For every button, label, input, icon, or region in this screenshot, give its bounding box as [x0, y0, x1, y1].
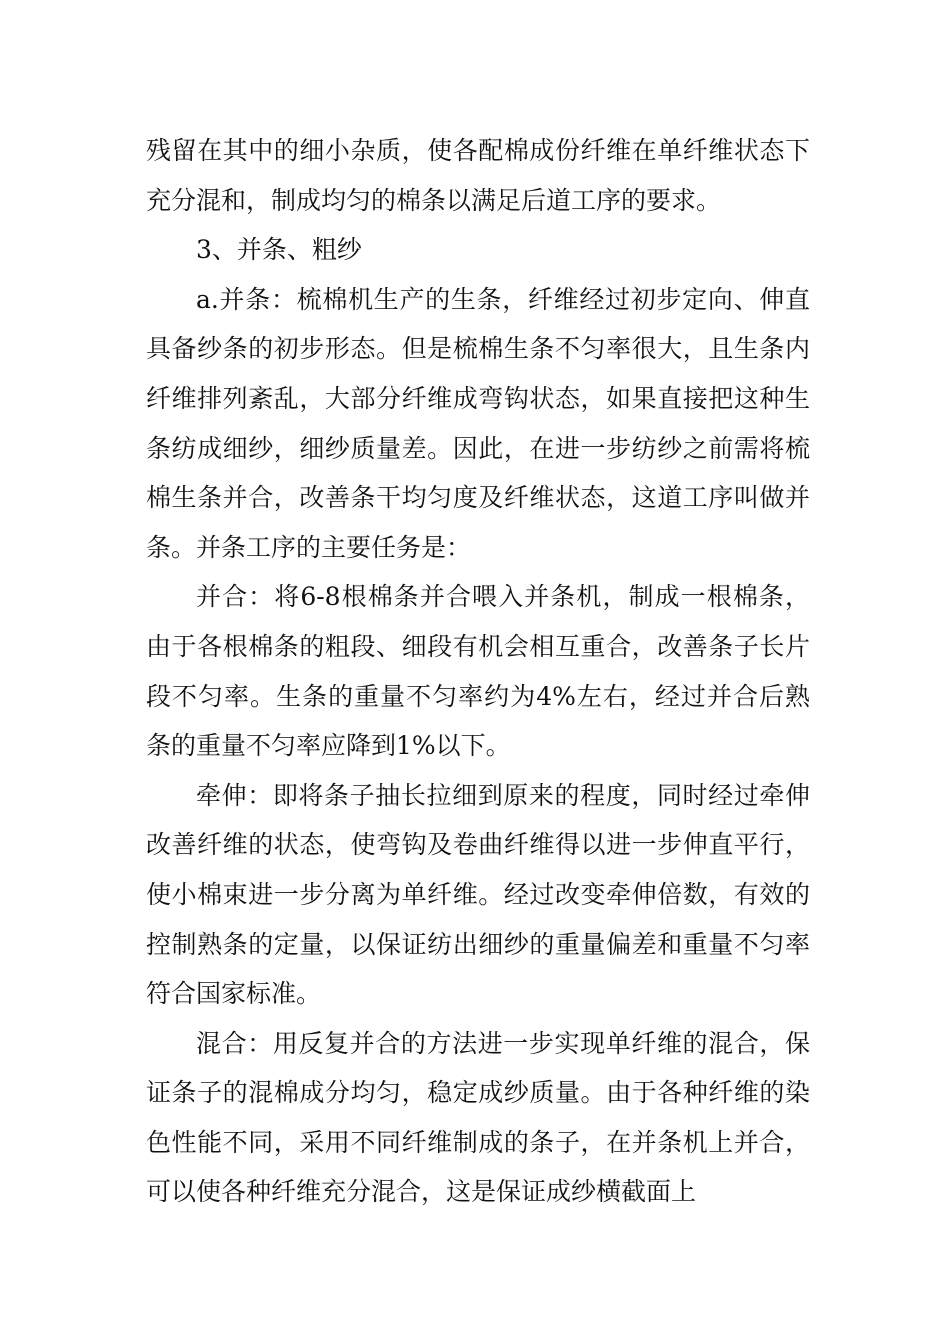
document-body — [146, 126, 810, 1217]
section-heading: 3、并条、粗纱 — [196, 235, 362, 265]
paragraph-doubling: 并合：将6-8根棉条并合喂入并条机，制成一根棉条，由于各根棉条的粗段、细段有机会相互重合，改善条子长片段不匀率。生条的重量不匀率约为4%左右，经过并合后熟条的重量不匀率应降到1%以下。 — [146, 582, 810, 761]
paragraph-continuation: 残留在其中的细小杂质，使各配棉成份纤维在单纤维状态下充分混和，制成均匀的棉条以满足后道工序的要求。 — [146, 136, 810, 215]
paragraph-drawing-intro: a.并条：梳棉机生产的生条，纤维经过初步定向、伸直具备纱条的初步形态。但是梳棉生条不匀率很大，且生条内纤维排列紊乱，大部分纤维成弯钩状态，如果直接把这种生条纺成细纱，细纱质量差。因此，在进一步纺纱之前需将梳棉生条并合，改善条干均匀度及纤维状态，这道工序叫做并条。并条工序的主要任务是： — [146, 284, 810, 562]
paragraph-drafting: 牵伸：即将条子抽长拉细到原来的程度，同时经过牵伸改善纤维的状态，使弯钩及卷曲纤维得以进一步伸直平行，使小棉束进一步分离为单纤维。经过改变牵伸倍数，有效的控制熟条的定量，以保证纺出细纱的重量偏差和重量不匀率符合国家标准。 — [146, 780, 810, 1009]
paragraph-mixing: 混合：用反复并合的方法进一步实现单纤维的混合，保证条子的混棉成分均匀，稳定成纱质量。由于各种纤维的染色性能不同，采用不同纤维制成的条子，在并条机上并合，可以使各种纤维充分混合，这是保证成纱横截面上 — [146, 1028, 810, 1207]
